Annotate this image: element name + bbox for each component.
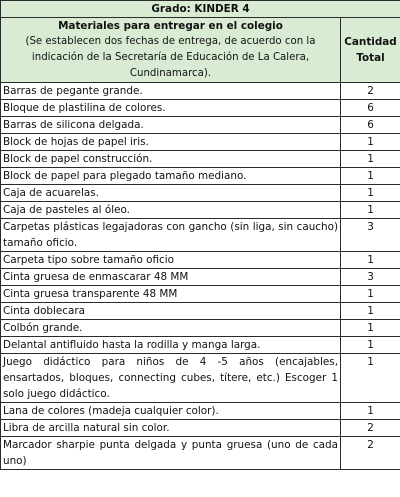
grade-label: Grado: KINDER 4 (1, 1, 400, 18)
item-quantity: 1 (341, 252, 400, 269)
item-quantity: 1 (341, 151, 400, 168)
table-row (1, 168, 400, 185)
item-quantity: 1 (341, 303, 400, 320)
item-description: Cinta gruesa de enmascarar 48 MM (1, 269, 341, 286)
table-row (1, 202, 400, 219)
item-quantity: 3 (341, 269, 400, 286)
table-row (1, 83, 400, 100)
table-row (1, 100, 400, 117)
table-row (1, 252, 400, 269)
item-quantity: 2 (341, 83, 400, 100)
table-row (1, 403, 400, 420)
item-description: Delantal antifluido hasta la rodilla y manga larga. (1, 337, 341, 354)
header-row (1, 18, 400, 83)
item-quantity: 2 (341, 437, 400, 470)
table-row (1, 354, 400, 403)
item-quantity: 1 (341, 320, 400, 337)
item-description: Barras de silicona delgada. (1, 117, 341, 134)
item-description: Bloque de plastilina de colores. (1, 100, 341, 117)
item-description: Cinta doblecara (1, 303, 341, 320)
item-description: Block de papel construcción. (1, 151, 341, 168)
item-description: Caja de pasteles al óleo. (1, 202, 341, 219)
table-row (1, 151, 400, 168)
quantity-header-line2: Total (356, 52, 385, 64)
table-row (1, 286, 400, 303)
item-description: Libra de arcilla natural sin color. (1, 420, 341, 437)
table-row (1, 117, 400, 134)
table-row (1, 185, 400, 202)
item-quantity: 1 (341, 202, 400, 219)
item-description: Caja de acuarelas. (1, 185, 341, 202)
item-description: Cinta gruesa transparente 48 MM (1, 286, 341, 303)
header-title: Materiales para entregar en el colegio (58, 20, 283, 32)
table-row (1, 134, 400, 151)
item-description: Block de papel para plegado tamaño mediano. (1, 168, 341, 185)
item-quantity: 1 (341, 185, 400, 202)
header-cell (1, 18, 341, 83)
item-quantity: 3 (341, 219, 400, 252)
item-quantity: 1 (341, 168, 400, 185)
item-description: Block de hojas de papel iris. (1, 134, 341, 151)
item-quantity: 6 (341, 100, 400, 117)
item-quantity: 2 (341, 420, 400, 437)
quantity-header-line1: Cantidad (344, 36, 397, 48)
item-description: Juego didáctico para niños de 4 -5 años (encajables, ensartados, bloques, connecting cubes, títere, etc.) Escoger 1 solo juego didáctico. (1, 354, 341, 403)
item-quantity: 1 (341, 403, 400, 420)
table-row (1, 337, 400, 354)
header-subtitle: (Se establecen dos fechas de entrega, de acuerdo con la indicación de la Secretaría de Educación de La Calera, Cundinamarca). (25, 36, 316, 79)
table-row (1, 320, 400, 337)
table-row (1, 437, 400, 470)
quantity-header (341, 18, 400, 83)
item-quantity: 6 (341, 117, 400, 134)
item-quantity: 1 (341, 286, 400, 303)
item-description: Carpeta tipo sobre tamaño oficio (1, 252, 341, 269)
item-description: Marcador sharpie punta delgada y punta gruesa (uno de cada uno) (1, 437, 341, 470)
item-quantity: 1 (341, 337, 400, 354)
table-row (1, 303, 400, 320)
item-quantity: 1 (341, 354, 400, 403)
item-description: Lana de colores (madeja cualquier color). (1, 403, 341, 420)
table-row (1, 420, 400, 437)
table-row (1, 269, 400, 286)
table-row (1, 219, 400, 252)
item-description: Colbón grande. (1, 320, 341, 337)
item-quantity: 1 (341, 134, 400, 151)
item-description: Barras de pegante grande. (1, 83, 341, 100)
item-description: Carpetas plásticas legajadoras con gancho (sin liga, sin caucho) tamaño oficio. (1, 219, 341, 252)
grade-row (1, 1, 400, 18)
